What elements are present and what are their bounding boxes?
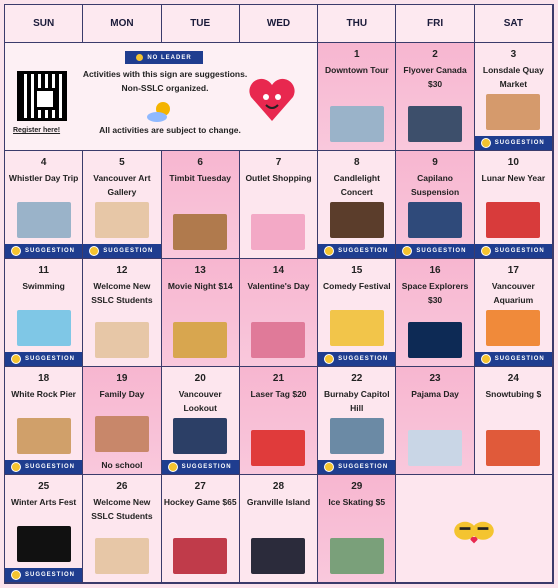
day-cell-23[interactable] [396, 367, 474, 475]
day-number: 18 [38, 373, 50, 384]
day-number: 19 [116, 373, 128, 384]
day-cell-10[interactable] [475, 151, 553, 259]
suggestion-label: SUGGESTION [494, 356, 545, 362]
suggestion-label: SUGGESTION [103, 248, 154, 254]
day-number: 28 [272, 481, 285, 492]
event-title: Space Explorers $30 [401, 281, 469, 305]
event-title: Family Day [99, 389, 145, 399]
suggestion-label: SUGGESTION [25, 572, 76, 578]
event-image [486, 94, 540, 130]
event-title: Lonsdale Quay Market [482, 65, 544, 89]
event-image [173, 214, 227, 250]
event-title: Swimming [22, 281, 65, 291]
event-title: Laser Tag $20 [250, 389, 307, 399]
coin-icon [324, 354, 334, 364]
day-number: 22 [351, 373, 363, 384]
day-number: 4 [40, 157, 47, 168]
day-number: 15 [351, 265, 363, 276]
event-image [95, 322, 149, 358]
day-cell-3[interactable] [475, 43, 553, 151]
event-title: Movie Night $14 [167, 281, 233, 291]
coin-icon [168, 462, 178, 472]
event-image [95, 202, 149, 238]
day-number: 23 [429, 373, 441, 384]
day-cell-16[interactable] [396, 259, 474, 367]
coin-icon [481, 138, 491, 148]
suggestion-badge [475, 244, 552, 258]
suggestion-label: SUGGESTION [416, 248, 467, 254]
no-leader-badge [125, 51, 203, 64]
event-title: Vancouver Aquarium [491, 281, 535, 305]
event-image [330, 310, 384, 346]
suggestion-label: SUGGESTION [338, 464, 389, 470]
suggestion-label: SUGGESTION [181, 464, 232, 470]
event-title: Pajama Day [411, 389, 459, 399]
qr-code[interactable] [17, 71, 67, 121]
day-number: 12 [116, 265, 128, 276]
info-panel [5, 43, 318, 151]
no-leader-label: NO LEADER [147, 54, 192, 61]
day-number: 16 [429, 265, 441, 276]
event-image [17, 202, 71, 238]
coin-icon [402, 246, 412, 256]
day-number: 26 [116, 481, 128, 492]
header-fri: FRI [396, 5, 474, 43]
event-image [17, 418, 71, 454]
event-image [408, 430, 462, 466]
day-cell-25[interactable] [5, 475, 83, 583]
day-number: 11 [38, 265, 49, 276]
sun-cloud-icon [143, 99, 183, 123]
day-cell-20[interactable] [162, 367, 240, 475]
event-image [251, 538, 305, 574]
coin-icon [481, 246, 491, 256]
day-cell-29[interactable] [318, 475, 396, 583]
coin-icon [11, 462, 21, 472]
day-number: 9 [432, 157, 438, 168]
header-mon: MON [83, 5, 161, 43]
suggestion-label: SUGGESTION [25, 464, 76, 470]
event-image [486, 430, 540, 466]
day-number: 29 [351, 481, 363, 492]
day-cell-22[interactable] [318, 367, 396, 475]
day-cell-21[interactable] [240, 367, 318, 475]
suggestion-badge [475, 136, 552, 150]
day-cell-1[interactable] [318, 43, 396, 151]
event-image [17, 310, 71, 346]
day-number: 3 [510, 49, 517, 60]
coin-icon [11, 570, 21, 580]
heart-mascot-icon [245, 73, 299, 127]
coin-icon [324, 246, 334, 256]
event-image [95, 538, 149, 574]
event-image [173, 322, 227, 358]
event-image [330, 538, 384, 574]
suggestion-label: SUGGESTION [494, 140, 545, 146]
info-change-text: All activities are subject to change. [99, 125, 241, 135]
suggestion-badge [318, 244, 395, 258]
day-cell-12[interactable] [83, 259, 161, 367]
event-title: Whistler Day Trip [8, 173, 79, 183]
day-cell-8[interactable] [318, 151, 396, 259]
header-thu: THU [318, 5, 396, 43]
event-image [408, 202, 462, 238]
suggestion-label: SUGGESTION [25, 248, 76, 254]
suggestion-badge [5, 568, 82, 582]
day-cell-13[interactable] [162, 259, 240, 367]
day-number: 21 [272, 373, 285, 384]
event-image [173, 418, 227, 454]
coin-icon [136, 54, 143, 61]
day-cell-26[interactable] [83, 475, 161, 583]
day-number: 5 [119, 157, 125, 168]
day-number: 10 [507, 157, 519, 168]
info-text: Activities with this sign are suggestions. Non-SSLC organized. [82, 69, 248, 93]
event-image [486, 202, 540, 238]
event-title: Downtown Tour [324, 65, 389, 75]
event-image [17, 526, 71, 562]
suggestion-label: SUGGESTION [338, 248, 389, 254]
day-cell-5[interactable] [83, 151, 161, 259]
day-number: 7 [275, 157, 282, 168]
event-title: Capilano Suspension [410, 173, 460, 197]
event-image [251, 214, 305, 250]
day-cell-9[interactable] [396, 151, 474, 259]
day-cell-18[interactable] [5, 367, 83, 475]
day-cell-19[interactable] [83, 367, 161, 475]
day-cell-27[interactable] [162, 475, 240, 583]
day-cell-14[interactable] [240, 259, 318, 367]
event-title: Vancouver Art Gallery [93, 173, 151, 197]
suggestion-badge [162, 460, 239, 474]
day-number: 13 [194, 265, 206, 276]
event-image [173, 538, 227, 574]
header-sun: SUN [5, 5, 83, 43]
event-note: No school [101, 460, 143, 470]
day-cell-15[interactable] [318, 259, 396, 367]
day-cell-28[interactable] [240, 475, 318, 583]
event-title: Burnaby Capitol Hill [323, 389, 390, 413]
bee-couple-icon [446, 511, 502, 547]
coin-icon [481, 354, 491, 364]
suggestion-badge [5, 352, 82, 366]
header-tue: TUE [162, 5, 240, 43]
calendar-grid [4, 4, 554, 584]
event-title: Winter Arts Fest [11, 497, 77, 507]
suggestion-badge [318, 352, 395, 366]
empty-cell [396, 475, 553, 583]
coin-icon [11, 354, 21, 364]
day-cell-6[interactable] [162, 151, 240, 259]
event-image [408, 106, 462, 142]
event-title: Ice Skating $5 [328, 497, 386, 507]
day-cell-11[interactable] [5, 259, 83, 367]
suggestion-label: SUGGESTION [25, 356, 76, 362]
event-image [95, 416, 149, 452]
suggestion-badge [396, 244, 473, 258]
day-number: 14 [272, 265, 285, 276]
day-cell-4[interactable] [5, 151, 83, 259]
event-title: Comedy Festival [323, 281, 391, 291]
event-title: Snowtubing $ [485, 389, 542, 399]
header-wed: WED [240, 5, 318, 43]
event-title: Granville Island [246, 497, 311, 507]
event-image [408, 322, 462, 358]
event-title: Hockey Game $65 [163, 497, 237, 507]
event-image [330, 418, 384, 454]
day-cell-7[interactable] [240, 151, 318, 259]
day-number: 17 [507, 265, 519, 276]
event-image [486, 310, 540, 346]
day-number: 24 [507, 373, 519, 384]
day-cell-24[interactable] [475, 367, 553, 475]
day-number: 8 [354, 157, 360, 168]
day-number: 25 [38, 481, 50, 492]
suggestion-badge [475, 352, 552, 366]
event-title: Lunar New Year [481, 173, 546, 183]
coin-icon [89, 246, 99, 256]
event-image [330, 202, 384, 238]
suggestion-label: SUGGESTION [494, 248, 545, 254]
suggestion-label: SUGGESTION [338, 356, 389, 362]
event-image [330, 106, 384, 142]
day-cell-17[interactable] [475, 259, 553, 367]
event-title: Welcome New SSLC Students [91, 281, 153, 305]
event-title: Welcome New SSLC Students [91, 497, 153, 521]
event-title: Outlet Shopping [245, 173, 312, 183]
event-title: Flyover Canada $30 [403, 65, 467, 89]
suggestion-badge [318, 460, 395, 474]
header-sat: SAT [475, 5, 553, 43]
event-title: Timbit Tuesday [169, 173, 231, 183]
suggestion-badge [83, 244, 160, 258]
day-number: 20 [194, 373, 206, 384]
event-title: Vancouver Lookout [178, 389, 222, 413]
event-image [251, 430, 305, 466]
event-title: Valentine's Day [247, 281, 310, 291]
event-image [251, 322, 305, 358]
day-number: 2 [432, 49, 438, 60]
register-link[interactable]: Register here! [13, 127, 61, 134]
suggestion-badge [5, 244, 82, 258]
day-number: 1 [354, 49, 360, 60]
coin-icon [11, 246, 21, 256]
day-cell-2[interactable] [396, 43, 474, 151]
event-title: Candlelight Concert [333, 173, 380, 197]
suggestion-badge [5, 460, 82, 474]
day-number: 6 [197, 157, 203, 168]
event-title: White Rock Pier [11, 389, 76, 399]
coin-icon [324, 462, 334, 472]
day-number: 27 [194, 481, 206, 492]
